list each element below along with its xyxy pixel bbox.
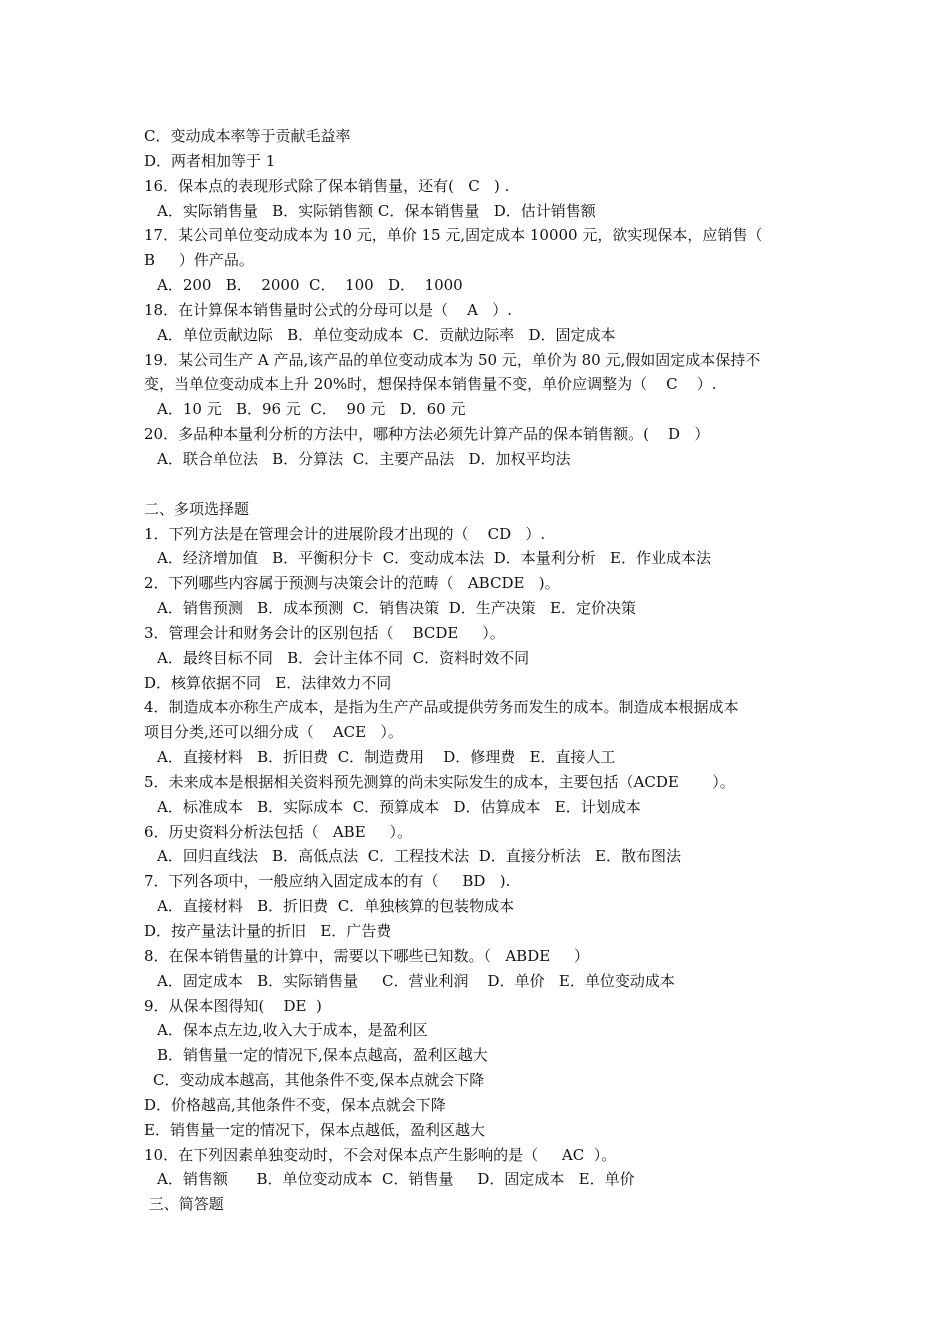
text-line: 19．某公司生产 A 产品,该产品的单位变动成本为 50 元，单价为 80 元,假如固定成本保持不 [144, 350, 761, 369]
text-line: A．标准成本 B．实际成本 C．预算成本 D．估算成本 E．计划成本 [157, 797, 641, 816]
text-line: B ）件产品。 [144, 251, 254, 270]
text-line: A．200 B． 2000 C． 100 D． 1000 [157, 276, 463, 295]
text-line: A．回归直线法 B．高低点法 C．工程技术法 D．直接分析法 E．散布图法 [157, 847, 681, 866]
text-line: A．10 元 B．96 元 C． 90 元 D．60 元 [157, 400, 466, 419]
text-line: A．销售预测 B．成本预测 C．销售决策 D．生产决策 E．定价决策 [157, 599, 636, 618]
text-line: 16．保本点的表现形式除了保本销售量，还有( C ) . [144, 176, 510, 195]
text-line: 二、多项选择题 [144, 499, 250, 518]
text-line: 5．未来成本是根据相关资料预先测算的尚未实际发生的成本，主要包括（ACDE ）。 [144, 772, 735, 791]
text-line: 17．某公司单位变动成本为 10 元，单价 15 元,固定成本 10000 元，欲实现保本，应销售（ [144, 226, 763, 245]
text-line: 变，当单位变动成本上升 20%时，想保持保本销售量不变，单价应调整为（ C ）. [144, 375, 717, 394]
text-line: A．固定成本 B．实际销售量 C．营业利润 D．单价 E．单位变动成本 [157, 971, 675, 990]
document-page [0, 124, 950, 1217]
text-line: D．核算依据不同 E．法律效力不同 [144, 673, 392, 692]
blank-line [0, 472, 950, 497]
text-line: 三、简答题 [144, 1195, 224, 1214]
text-line: 9．从保本图得知( DE ) [144, 996, 322, 1015]
text-line: C．变动成本越高，其他条件不变,保本点就会下降 [153, 1071, 485, 1090]
text-line: A．保本点左边,收入大于成本，是盈利区 [157, 1021, 428, 1040]
text-line: 8．在保本销售量的计算中，需要以下哪些已知数。（ ABDE ） [144, 946, 590, 965]
text-line: A．经济增加值 B．平衡积分卡 C．变动成本法 D．本量利分析 E．作业成本法 [157, 549, 711, 568]
text-line: B．销售量一定的情况下,保本点越高，盈利区越大 [157, 1046, 488, 1065]
text-line: D．按产量法计量的折旧 E．广告费 [144, 922, 392, 940]
text-line: 7．下列各项中，一般应纳入固定成本的有（ BD ). [144, 872, 511, 891]
text-line: 18．在计算保本销售量时公式的分母可以是（ A ）. [144, 300, 513, 319]
text-line: 4．制造成本亦称生产成本，是指为生产产品或提供劳务而发生的成本。制造成本根据成本 [144, 698, 739, 717]
text-line: C．变动成本率等于贡献毛益率 [144, 127, 351, 145]
text-line: A．联合单位法 B．分算法 C．主要产品法 D．加权平均法 [157, 449, 571, 468]
text-line: 2．下列哪些内容属于预测与决策会计的范畴（ ABCDE )。 [144, 574, 560, 593]
text-line: A．实际销售量 B．实际销售额 C．保本销售量 D．估计销售额 [157, 201, 596, 220]
text-line: A．单位贡献边际 B．单位变动成本 C．贡献边际率 D．固定成本 [157, 325, 616, 344]
text-line: D．价格越高,其他条件不变，保本点就会下降 [144, 1095, 446, 1114]
text-line: E．销售量一定的情况下，保本点越低，盈利区越大 [144, 1120, 485, 1139]
text-line: D．两者相加等于 1 [144, 151, 276, 170]
text-line: 项目分类,还可以细分成（ ACE ）。 [144, 723, 403, 742]
text-line: A．销售额 B．单位变动成本 C．销售量 D．固定成本 E．单价 [157, 1170, 635, 1189]
text-line: 10．在下列因素单独变动时，不会对保本点产生影响的是（ AC ）。 [144, 1145, 617, 1164]
text-line: 6．历史资料分析法包括（ ABE ）。 [144, 822, 412, 841]
text-line: A．最终目标不同 B．会计主体不同 C．资料时效不同 [157, 648, 530, 667]
text-line: 20．多品种本量利分析的方法中，哪种方法必须先计算产品的保本销售额。( D ） [144, 425, 710, 444]
text-line: A．直接材料 B．折旧费 C．单独核算的包装物成本 [157, 897, 515, 916]
text-line: 1．下列方法是在管理会计的进展阶段才出现的（ CD ）. [144, 524, 546, 543]
text-line: A．直接材料 B．折旧费 C．制造费用 D．修理费 E．直接人工 [157, 748, 616, 767]
text-line: 3．管理会计和财务会计的区别包括（ BCDE ）。 [144, 623, 505, 642]
